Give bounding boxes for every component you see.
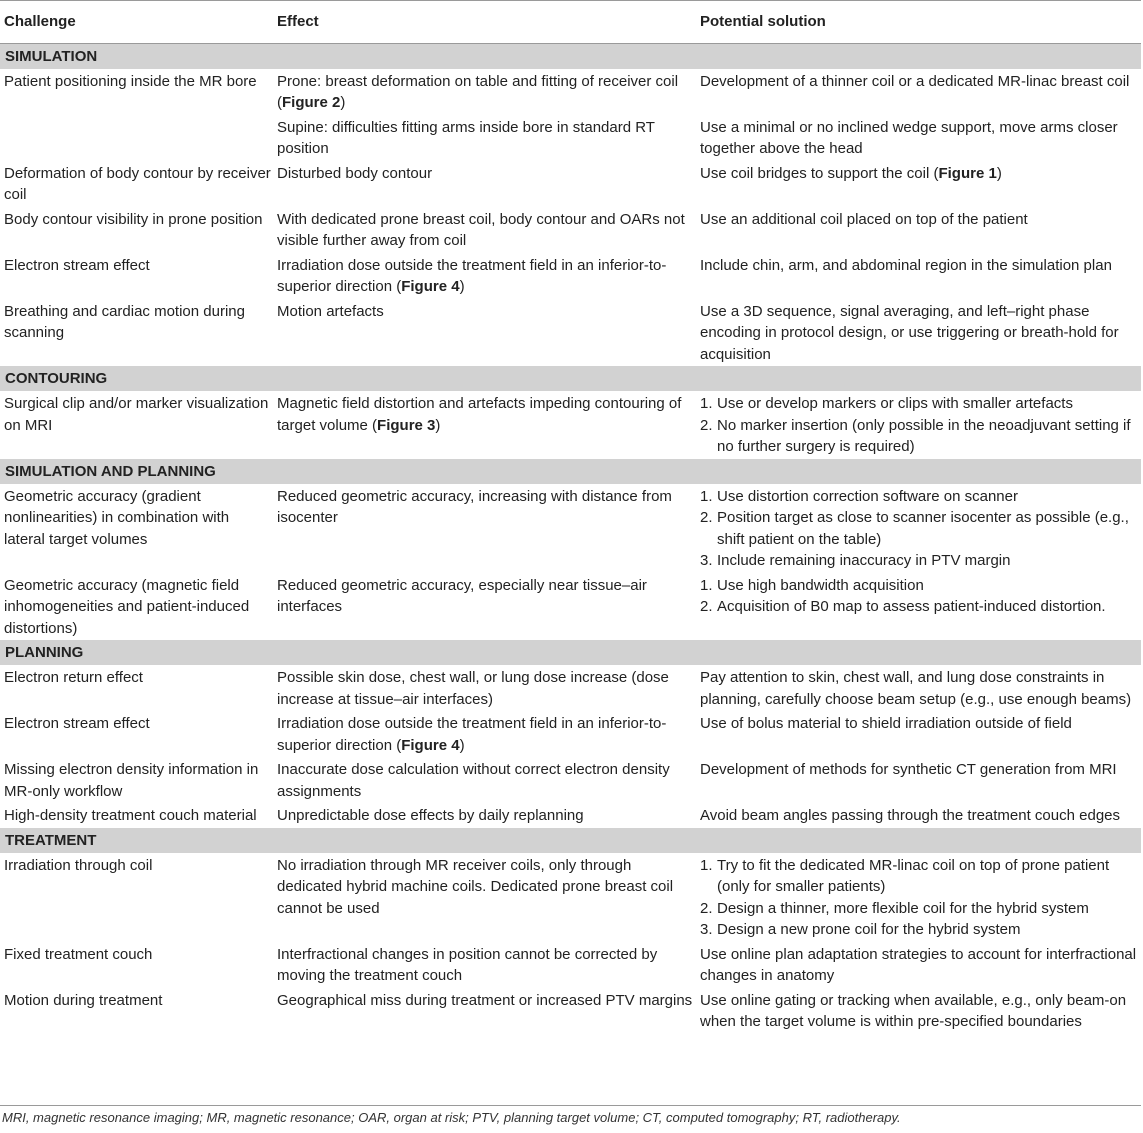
solution-cell: [696, 853, 1141, 942]
section-treatment: TREATMENT: [0, 828, 1141, 853]
solution-list: [700, 855, 1141, 941]
effect-cell: No irradiation through MR receiver coils, only through dedicated hybrid machine coils. Dedicated prone breast coil cannot be used: [277, 856, 674, 917]
effect-text: ): [340, 94, 346, 111]
effect-cell: Reduced geometric accuracy, especially near tissue–air interfaces: [277, 576, 647, 615]
solution-cell: Development of methods for synthetic CT generation from MRI: [700, 761, 1117, 778]
solution-cell: Development of a thinner coil or a dedicated MR-linac breast coil: [700, 72, 1130, 90]
solution-list-item: [700, 507, 1141, 550]
figure-ref: Figure 4: [401, 278, 460, 295]
solution-list-item: [700, 596, 1141, 618]
section-row: [0, 828, 1141, 853]
section-simulation-and-planning: SIMULATION AND PLANNING: [0, 459, 1141, 484]
table-footnote: MRI, magnetic resonance imaging; MR, magnetic resonance; OAR, organ at risk; PTV, planning target volume; CT, computed tomography; RT, radiotherapy.: [2, 1110, 901, 1125]
effect-cell: [273, 391, 696, 459]
solution-cell: [696, 573, 1141, 641]
effect-cell: Supine: difficulties fitting arms inside bore in standard RT position: [277, 118, 655, 157]
challenge-cell: Geometric accuracy (magnetic field inhomogeneities and patient-induced distortions): [4, 576, 250, 637]
figure-ref: Figure 4: [401, 736, 460, 754]
effect-text: ): [459, 278, 465, 295]
challenge-cell: Surgical clip and/or marker visualization on MRI: [4, 395, 269, 434]
solution-cell: Use an additional coil placed on top of the patient: [700, 210, 1028, 228]
solution-text: ): [996, 164, 1002, 182]
list-number: 2.: [700, 416, 713, 434]
list-text: Try to fit the dedicated MR-linac coil on top of prone patient (only for smaller patients): [717, 856, 1110, 895]
section-contouring: CONTOURING: [0, 366, 1141, 391]
challenge-cell: Missing electron density information in MR-only workflow: [4, 761, 259, 800]
list-number: 1.: [700, 856, 713, 874]
solution-list: [700, 575, 1141, 618]
solution-cell: Use online plan adaptation strategies to account for interfractional changes in anatomy: [700, 945, 1137, 984]
effect-text: Magnetic field distortion and artefacts impeding contouring of target volume (: [277, 395, 682, 434]
solution-list-item: [700, 393, 1141, 415]
solution-cell: Use a 3D sequence, signal averaging, and left–right phase encoding in protocol design, or use triggering or breath-hold for acquisition: [700, 302, 1119, 363]
table-row: [0, 253, 1141, 299]
solution-cell: [696, 161, 1141, 207]
challenge-cell: High-density treatment couch material: [4, 807, 257, 824]
table-row: [0, 711, 1141, 757]
list-number: 3.: [700, 921, 713, 938]
challenge-cell: Fixed treatment couch: [4, 945, 153, 963]
table-row: [0, 942, 1141, 988]
effect-cell: [273, 253, 696, 299]
header-solution: Potential solution: [696, 1, 1141, 44]
challenge-cell: Body contour visibility in prone position: [4, 210, 263, 228]
solution-cell: Avoid beam angles passing through the treatment couch edges: [700, 807, 1120, 824]
solution-cell: [696, 484, 1141, 573]
list-number: 2.: [700, 899, 713, 917]
list-text: Use or develop markers or clips with smaller artefacts: [717, 395, 1073, 412]
challenge-cell: Electron stream effect: [4, 715, 150, 732]
effect-cell: With dedicated prone breast coil, body contour and OARs not visible further away from coil: [277, 210, 685, 249]
table-row: [0, 757, 1141, 803]
challenge-cell: Irradiation through coil: [4, 856, 153, 874]
challenge-cell: Motion during treatment: [4, 991, 163, 1009]
list-text: Include remaining inaccuracy in PTV margin: [717, 552, 1011, 569]
effect-cell: Disturbed body contour: [277, 164, 433, 182]
section-row: [0, 459, 1141, 484]
list-number: 1.: [700, 395, 713, 412]
list-text: Use high bandwidth acquisition: [717, 576, 924, 594]
effect-cell: [273, 69, 696, 115]
section-simulation: SIMULATION: [0, 43, 1141, 69]
effect-cell: Geographical miss during treatment or increased PTV margins: [277, 991, 693, 1009]
list-number: 2.: [700, 598, 713, 615]
table-bottom-rule: [0, 1105, 1141, 1106]
list-text: Design a thinner, more flexible coil for the hybrid system: [717, 899, 1089, 917]
list-number: 1.: [700, 487, 713, 505]
effect-cell: Possible skin dose, chest wall, or lung dose increase (dose increase at tissue–air interfaces): [277, 669, 669, 708]
solution-cell: Use of bolus material to shield irradiation outside of field: [700, 715, 1072, 732]
challenge-cell: Geometric accuracy (gradient nonlinearities) in combination with lateral target volumes: [4, 487, 230, 548]
table-row: [0, 665, 1141, 711]
effect-cell: Inaccurate dose calculation without correct electron density assignments: [277, 761, 670, 800]
solution-list-item: [700, 898, 1141, 920]
challenge-cell: Electron stream effect: [4, 256, 150, 274]
header-effect: Effect: [273, 1, 696, 44]
table-row: [0, 803, 1141, 828]
effect-text: Irradiation dose outside the treatment field in an inferior-to-superior direction (: [277, 256, 667, 295]
table-row: [0, 391, 1141, 459]
effect-text: ): [459, 736, 465, 754]
challenge-cell: Electron return effect: [4, 669, 143, 686]
effect-cell: Motion artefacts: [277, 302, 384, 320]
solution-cell: Pay attention to skin, chest wall, and lung dose constraints in planning, carefully choose beam setup (e.g., use enough beams): [700, 669, 1132, 708]
list-text: No marker insertion (only possible in the neoadjuvant setting if no further surgery is required): [717, 416, 1131, 455]
effect-cell: Reduced geometric accuracy, increasing with distance from isocenter: [277, 487, 672, 526]
list-text: Use distortion correction software on scanner: [717, 487, 1018, 505]
solution-cell: Include chin, arm, and abdominal region in the simulation plan: [700, 256, 1112, 274]
solution-list: [700, 486, 1141, 572]
table-row: [0, 161, 1141, 207]
section-planning: PLANNING: [0, 640, 1141, 665]
solution-list-item: [700, 486, 1141, 508]
solution-text: Use coil bridges to support the coil (: [700, 164, 939, 182]
effect-cell: Unpredictable dose effects by daily replanning: [277, 807, 584, 824]
solution-cell: Use online gating or tracking when available, e.g., only beam-on when the target volume is within pre-specified boundaries: [700, 991, 1127, 1030]
solution-cell: Use a minimal or no inclined wedge support, move arms closer together above the head: [700, 118, 1118, 157]
figure-ref: Figure 3: [377, 416, 436, 434]
table-row: [0, 299, 1141, 367]
solution-cell: [696, 391, 1141, 459]
figure-ref: Figure 2: [282, 94, 341, 111]
list-number: 3.: [700, 552, 713, 569]
list-text: Acquisition of B0 map to assess patient-induced distortion.: [717, 598, 1106, 615]
section-row: [0, 366, 1141, 391]
effect-text: ): [435, 416, 441, 434]
table-row: [0, 484, 1141, 573]
solution-list-item: [700, 550, 1141, 572]
challenge-cell: Deformation of body contour by receiver coil: [4, 164, 271, 203]
solution-list-item: [700, 855, 1141, 898]
list-number: 1.: [700, 576, 713, 594]
effect-cell: [273, 711, 696, 757]
solution-list-item: [700, 415, 1141, 458]
section-row: [0, 640, 1141, 665]
table-row: [0, 207, 1141, 253]
list-number: 2.: [700, 509, 713, 526]
effect-text: Irradiation dose outside the treatment field in an inferior-to-superior direction (: [277, 715, 667, 754]
table-header-row: [0, 1, 1141, 44]
header-challenge: Challenge: [0, 1, 273, 44]
list-text: Design a new prone coil for the hybrid system: [717, 921, 1021, 938]
table-row: [0, 988, 1141, 1034]
solution-list-item: [700, 919, 1141, 941]
table-row: [0, 573, 1141, 641]
table-row: [0, 69, 1141, 115]
solution-list-item: [700, 575, 1141, 597]
effect-text: Prone: breast deformation on table and fitting of receiver coil (: [277, 72, 679, 111]
effect-cell: Interfractional changes in position cannot be corrected by moving the treatment couch: [277, 945, 658, 984]
section-row: [0, 43, 1141, 69]
table-row: [0, 853, 1141, 942]
figure-ref: Figure 1: [938, 164, 997, 182]
solution-list: [700, 393, 1141, 458]
challenge-cell: Breathing and cardiac motion during scanning: [4, 302, 245, 341]
list-text: Position target as close to scanner isocenter as possible (e.g., shift patient on the table): [717, 509, 1129, 548]
challenge-cell: Patient positioning inside the MR bore: [4, 72, 257, 90]
